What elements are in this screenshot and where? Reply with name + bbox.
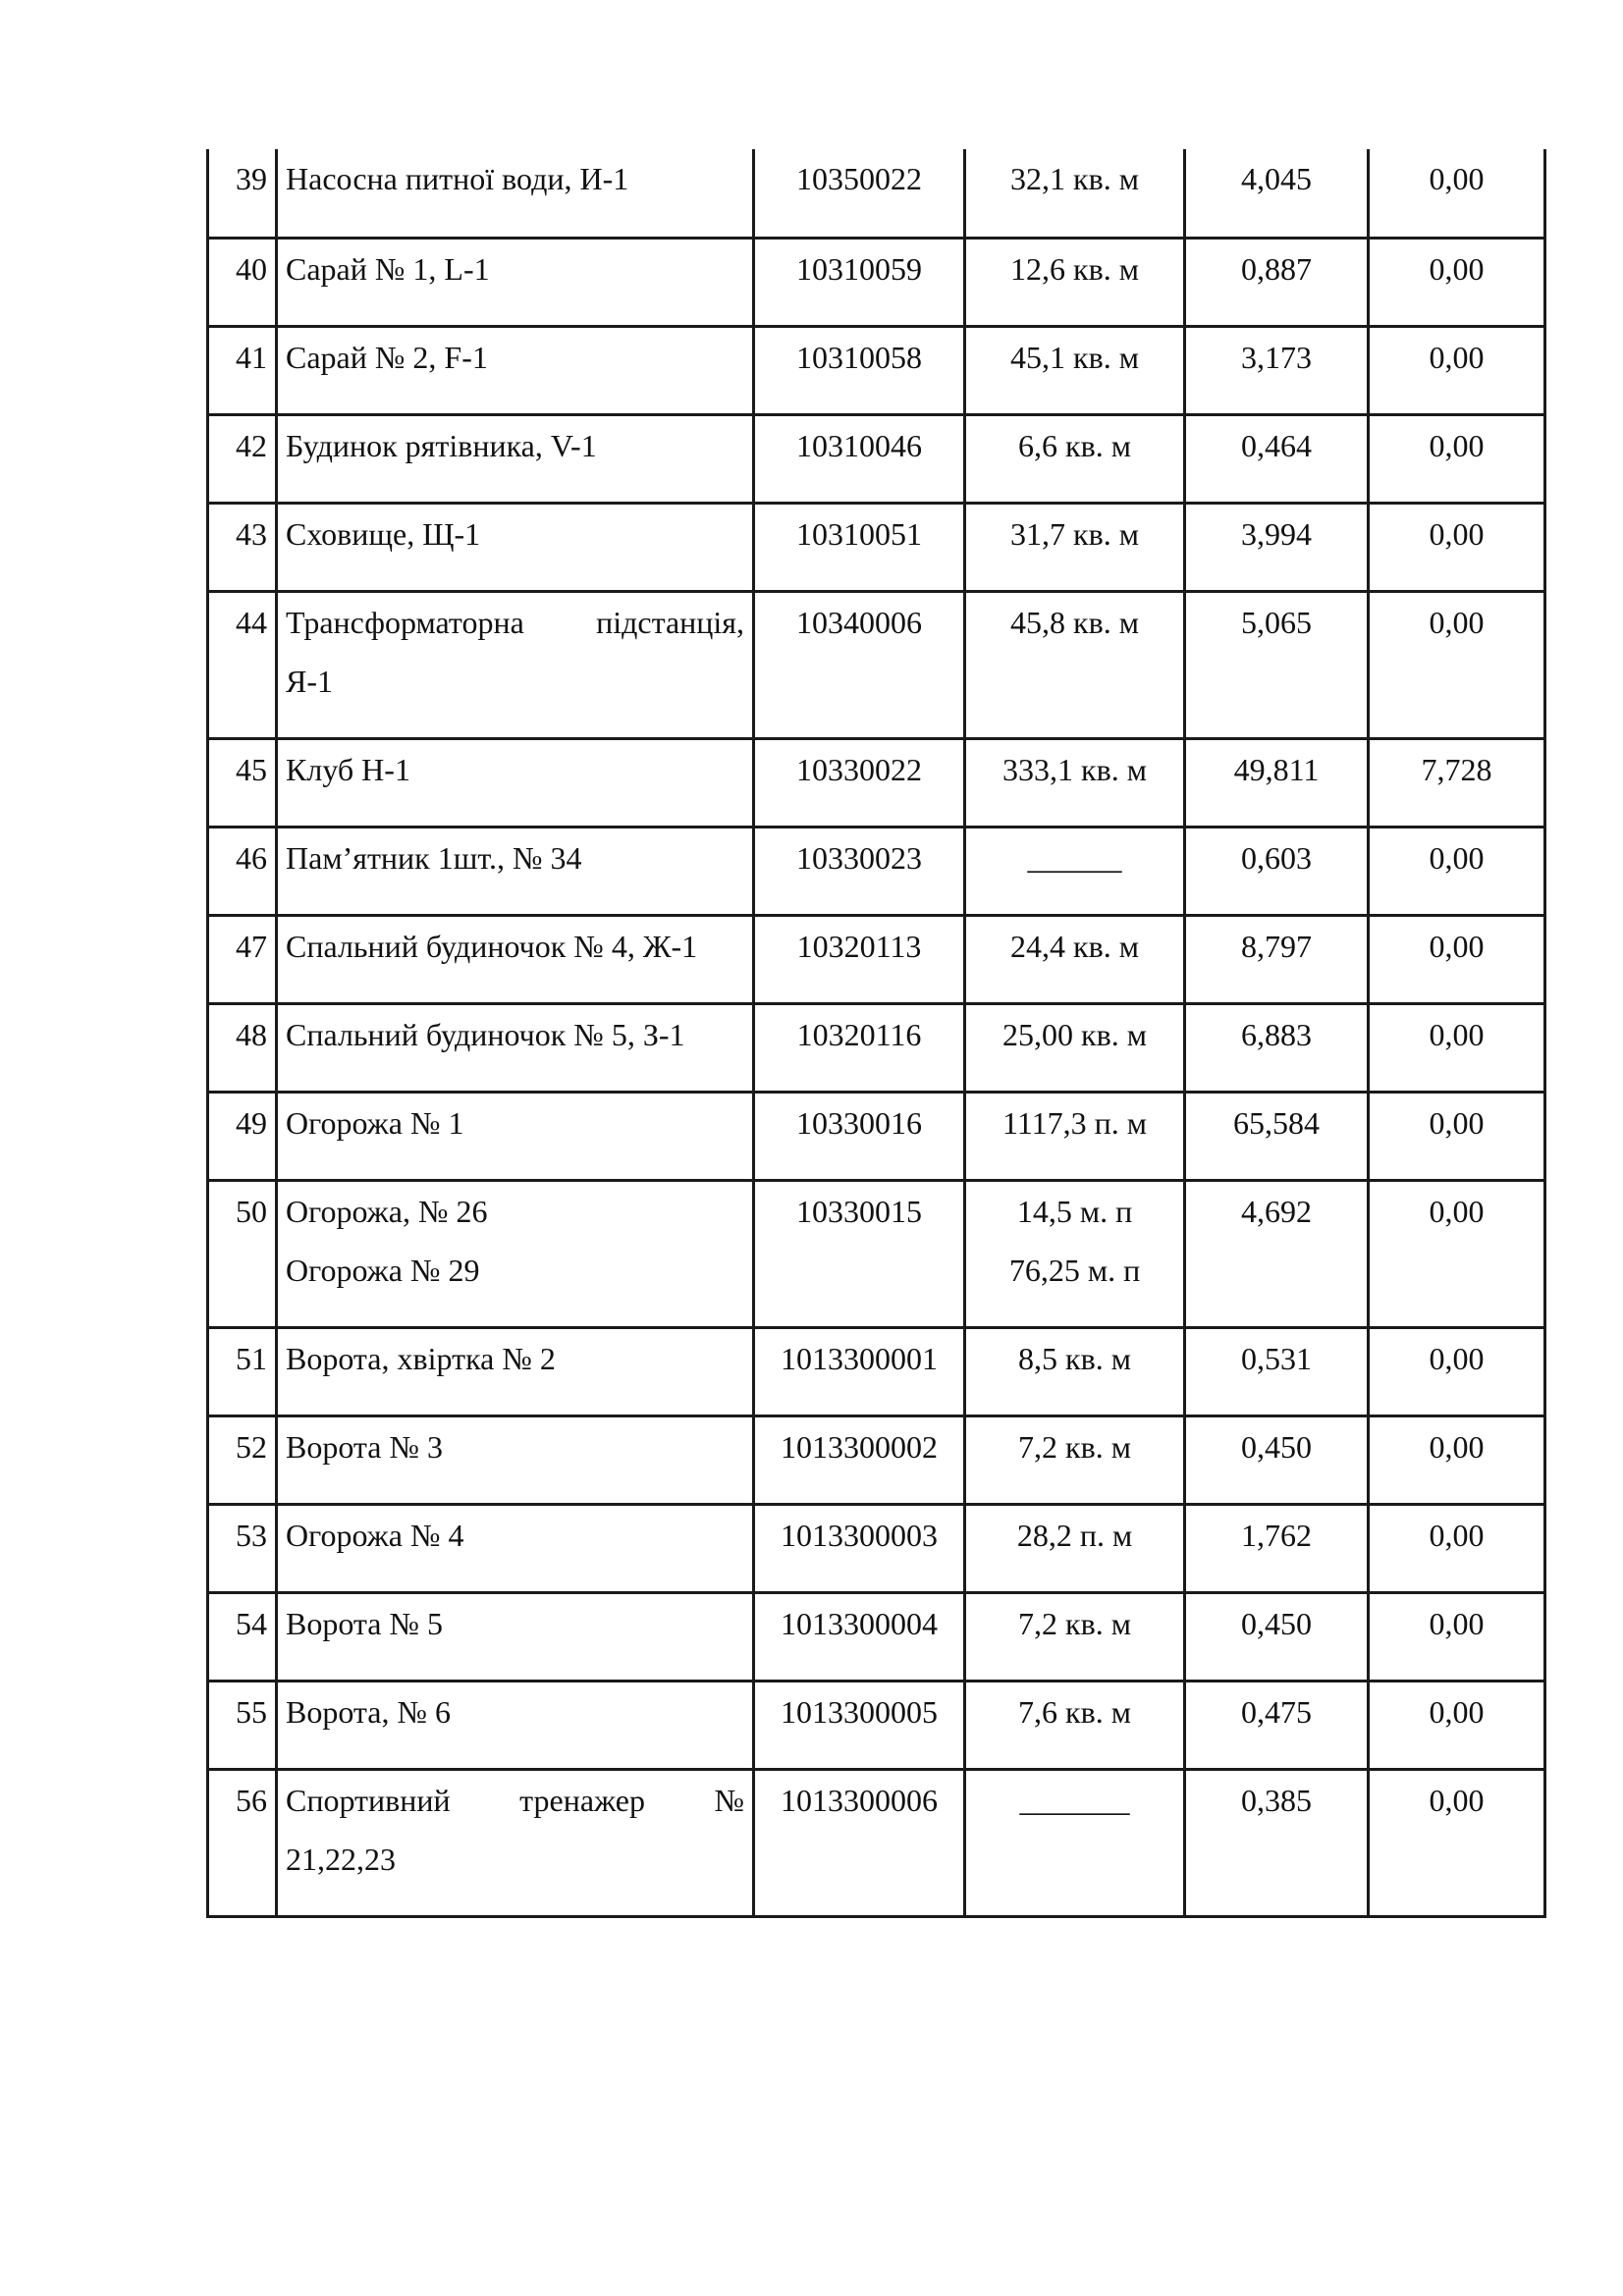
area-cell [965, 1504, 1185, 1592]
object-name-line: Спальний будиночок № 5, З-1 [286, 1016, 685, 1052]
area-line: 7,2 кв. м [1018, 1428, 1131, 1465]
depreciation-cell: 0,00 [1369, 1769, 1545, 1916]
table-row [208, 1180, 1545, 1327]
object-name-cell [277, 1769, 754, 1916]
object-name-line: Насосна питної води, И-1 [286, 161, 629, 196]
table-row [208, 915, 1545, 1003]
area-line: 31,7 кв. м [1010, 515, 1139, 552]
area-line: 333,1 кв. м [1002, 751, 1147, 787]
table-row [208, 827, 1545, 915]
value-cell: 0,385 [1185, 1769, 1369, 1916]
area-line: 1117,3 п. м [1002, 1104, 1147, 1141]
value-cell: 5,065 [1185, 591, 1369, 738]
area-line: ______ [1027, 839, 1122, 876]
depreciation-cell: 0,00 [1369, 1092, 1545, 1180]
row-number-cell: 52 [208, 1415, 277, 1504]
object-name-cell [277, 149, 754, 238]
inventory-number-cell: 10310051 [754, 503, 965, 591]
depreciation-cell: 0,00 [1369, 1681, 1545, 1769]
table-row [208, 1092, 1545, 1180]
value-cell: 49,811 [1185, 738, 1369, 827]
value-cell: 0,603 [1185, 827, 1369, 915]
area-line: 14,5 м. п [1016, 1193, 1133, 1229]
depreciation-cell: 0,00 [1369, 149, 1545, 238]
area-line: 8,5 кв. м [1018, 1340, 1131, 1376]
object-name-line: Ворота № 5 [286, 1605, 444, 1641]
object-name-line: Огорожа № 4 [286, 1517, 464, 1553]
row-number-cell: 49 [208, 1092, 277, 1180]
area-line: 45,1 кв. м [1010, 339, 1139, 375]
row-number-cell: 54 [208, 1592, 277, 1681]
area-cell [965, 414, 1185, 503]
value-cell: 6,883 [1185, 1003, 1369, 1092]
table-row [208, 149, 1545, 238]
area-cell [965, 738, 1185, 827]
object-name-cell [277, 827, 754, 915]
table-row [208, 238, 1545, 326]
area-cell [965, 1592, 1185, 1681]
inventory-number-cell: 1013300001 [754, 1327, 965, 1415]
table-row [208, 1769, 1545, 1916]
object-name-line: Клуб Н-1 [286, 751, 410, 787]
area-cell [965, 1769, 1185, 1916]
area-line: 7,2 кв. м [1018, 1605, 1131, 1641]
table-row [208, 1592, 1545, 1681]
row-number-cell: 43 [208, 503, 277, 591]
depreciation-cell: 0,00 [1369, 591, 1545, 738]
table-row [208, 1504, 1545, 1592]
object-name-cell [277, 1415, 754, 1504]
depreciation-cell: 0,00 [1369, 1180, 1545, 1327]
area-line: 76,25 м. п [1008, 1252, 1141, 1288]
area-line: 24,4 кв. м [1010, 928, 1139, 964]
object-name-cell [277, 1092, 754, 1180]
value-cell: 0,531 [1185, 1327, 1369, 1415]
table-row [208, 414, 1545, 503]
inventory-number-cell: 10350022 [754, 149, 965, 238]
object-name-cell [277, 1003, 754, 1092]
inventory-number-cell: 10310058 [754, 326, 965, 414]
inventory-number-cell: 10340006 [754, 591, 965, 738]
table-row [208, 738, 1545, 827]
row-number-cell: 56 [208, 1769, 277, 1916]
object-name-line: Огорожа № 29 [286, 1252, 480, 1288]
row-number-cell: 51 [208, 1327, 277, 1415]
inventory-number-cell: 10310059 [754, 238, 965, 326]
area-line: 12,6 кв. м [1010, 250, 1139, 287]
area-cell [965, 1327, 1185, 1415]
inventory-number-cell: 1013300002 [754, 1415, 965, 1504]
area-line: 45,8 кв. м [1010, 604, 1139, 640]
row-number-cell: 53 [208, 1504, 277, 1592]
depreciation-cell: 0,00 [1369, 1592, 1545, 1681]
row-number-cell: 44 [208, 591, 277, 738]
value-cell: 65,584 [1185, 1092, 1369, 1180]
area-cell [965, 827, 1185, 915]
inventory-number-cell: 10320116 [754, 1003, 965, 1092]
row-number-cell: 50 [208, 1180, 277, 1327]
inventory-number-cell: 1013300006 [754, 1769, 965, 1916]
area-cell [965, 503, 1185, 591]
row-number-cell: 39 [208, 149, 277, 238]
row-number-cell: 41 [208, 326, 277, 414]
object-name-line: Ворота № 3 [286, 1428, 444, 1465]
row-number-cell: 48 [208, 1003, 277, 1092]
inventory-number-cell: 1013300005 [754, 1681, 965, 1769]
object-name-cell [277, 915, 754, 1003]
depreciation-cell: 0,00 [1369, 1003, 1545, 1092]
value-cell: 8,797 [1185, 915, 1369, 1003]
area-cell [965, 915, 1185, 1003]
object-name-line: Сарай № 2, F-1 [286, 339, 488, 375]
area-cell [965, 238, 1185, 326]
value-cell: 0,450 [1185, 1592, 1369, 1681]
table-row [208, 1415, 1545, 1504]
depreciation-cell: 0,00 [1369, 326, 1545, 414]
object-name-line: Сховище, Щ-1 [286, 515, 481, 552]
inventory-table-body [208, 149, 1545, 1916]
value-cell: 3,173 [1185, 326, 1369, 414]
depreciation-cell: 0,00 [1369, 238, 1545, 326]
inventory-number-cell: 10330016 [754, 1092, 965, 1180]
value-cell: 1,762 [1185, 1504, 1369, 1592]
area-line: 28,2 п. м [1016, 1517, 1133, 1553]
depreciation-cell: 0,00 [1369, 1327, 1545, 1415]
table-row [208, 591, 1545, 738]
depreciation-cell: 0,00 [1369, 414, 1545, 503]
object-name-cell [277, 414, 754, 503]
inventory-number-cell: 10330015 [754, 1180, 965, 1327]
object-name-line: Сарай № 1, L-1 [286, 250, 490, 287]
inventory-number-cell: 10330023 [754, 827, 965, 915]
table-row [208, 503, 1545, 591]
object-name-cell [277, 238, 754, 326]
depreciation-cell: 0,00 [1369, 827, 1545, 915]
object-name-cell [277, 591, 754, 738]
area-line: 25,00 кв. м [1002, 1016, 1147, 1052]
inventory-number-cell: 10320113 [754, 915, 965, 1003]
object-name-line: Ворота, № 6 [286, 1693, 452, 1730]
table-row [208, 326, 1545, 414]
object-name-line: Ворота, хвіртка № 2 [286, 1340, 556, 1376]
inventory-number-cell: 1013300003 [754, 1504, 965, 1592]
object-name-line: Спортивний тренажер № [286, 1782, 744, 1818]
area-cell [965, 1180, 1185, 1327]
object-name-cell [277, 1592, 754, 1681]
area-cell [965, 1415, 1185, 1504]
depreciation-cell: 0,00 [1369, 915, 1545, 1003]
area-cell [965, 326, 1185, 414]
value-cell: 0,450 [1185, 1415, 1369, 1504]
object-name-cell [277, 1327, 754, 1415]
area-cell [965, 149, 1185, 238]
inventory-number-cell: 10330022 [754, 738, 965, 827]
object-name-line: 21,22,23 [286, 1841, 396, 1877]
table-row [208, 1327, 1545, 1415]
value-cell: 0,887 [1185, 238, 1369, 326]
table-row [208, 1681, 1545, 1769]
object-name-line: Спальний будиночок № 4, Ж-1 [286, 928, 698, 964]
row-number-cell: 55 [208, 1681, 277, 1769]
object-name-line: Огорожа, № 26 [286, 1193, 488, 1229]
inventory-number-cell: 10310046 [754, 414, 965, 503]
area-line: 32,1 кв. м [1010, 161, 1139, 196]
object-name-cell [277, 1180, 754, 1327]
area-line: _______ [1019, 1782, 1130, 1818]
table-row [208, 1003, 1545, 1092]
value-cell: 0,475 [1185, 1681, 1369, 1769]
value-cell: 4,045 [1185, 149, 1369, 238]
depreciation-cell: 0,00 [1369, 1504, 1545, 1592]
depreciation-cell: 7,728 [1369, 738, 1545, 827]
object-name-line: Я-1 [286, 663, 333, 699]
object-name-line: Огорожа № 1 [286, 1104, 464, 1141]
object-name-line: Будинок рятівника, V-1 [286, 427, 597, 463]
value-cell: 0,464 [1185, 414, 1369, 503]
row-number-cell: 47 [208, 915, 277, 1003]
value-cell: 4,692 [1185, 1180, 1369, 1327]
inventory-number-cell: 1013300004 [754, 1592, 965, 1681]
area-cell [965, 1681, 1185, 1769]
area-cell [965, 1092, 1185, 1180]
row-number-cell: 46 [208, 827, 277, 915]
object-name-line: Трансформаторна підстанція, [286, 604, 744, 640]
object-name-cell [277, 738, 754, 827]
row-number-cell: 40 [208, 238, 277, 326]
depreciation-cell: 0,00 [1369, 503, 1545, 591]
area-cell [965, 591, 1185, 738]
area-cell [965, 1003, 1185, 1092]
object-name-cell [277, 1681, 754, 1769]
row-number-cell: 45 [208, 738, 277, 827]
row-number-cell: 42 [208, 414, 277, 503]
depreciation-cell: 0,00 [1369, 1415, 1545, 1504]
object-name-cell [277, 1504, 754, 1592]
object-name-line: Пам’ятник 1шт., № 34 [286, 839, 582, 876]
value-cell: 3,994 [1185, 503, 1369, 591]
inventory-table [206, 149, 1546, 1918]
area-line: 6,6 кв. м [1018, 427, 1131, 463]
object-name-cell [277, 326, 754, 414]
area-line: 7,6 кв. м [1018, 1693, 1131, 1730]
object-name-cell [277, 503, 754, 591]
